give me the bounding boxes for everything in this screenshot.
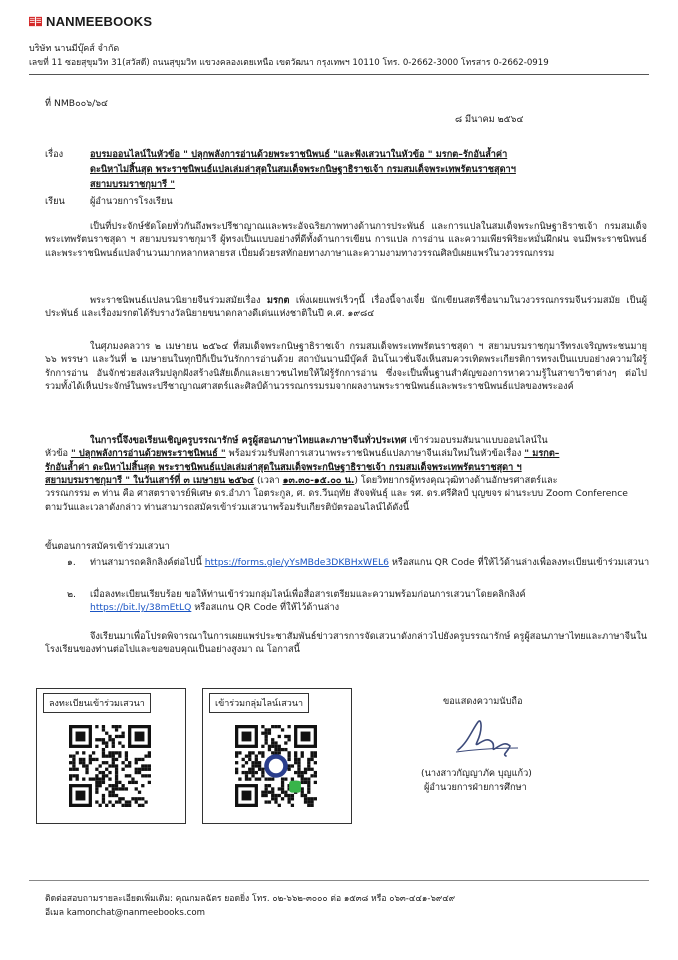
letter-date: ๘ มีนาคม ๒๕๖๔ — [455, 114, 524, 125]
qr-box-line — [202, 688, 352, 824]
step-2-text-end: หรือสแกน QR Code ที่ให้ไว้ด้านล่าง — [191, 602, 340, 614]
footer-contact: ติดต่อสอบถามรายละเอียดเพิ่มเติม: คุณกมลฉัตร ยอดยิ่ง โทร. ๐๒-๖๖๒-๓๐๐๐ ต่อ ๑๕๓๘ หรือ ๐๖๓-๔๔๑-๖๙๔๙ — [45, 894, 456, 904]
line-group-qr-code-icon[interactable] — [235, 725, 317, 807]
topic-title: " ปลุกพลังการอ่านด้วยพระราชนิพนธ์ " — [70, 448, 226, 460]
step-1-text: ท่านสามารถคลิกลิงค์ต่อไปนี้ — [90, 557, 205, 568]
registration-link[interactable]: https://forms.gle/yYsMBde3DKBHxWEL6 — [204, 557, 389, 568]
subject-line-3: สยามบรมราชกุมารี " — [90, 179, 176, 190]
reference-number: ที่ NMB๐๐๖/๖๔ — [45, 98, 109, 109]
step-1-number: ๑. — [67, 557, 76, 568]
steps-title: ขั้นตอนการสมัครเข้าร่วมเสวนา — [45, 541, 170, 552]
invitation-text-rest: เข้าร่วมอบรมสัมนาแบบออนไลน์ใน — [406, 435, 548, 446]
talk-title-line: รักอันล้ำค่า ดะนิหาไม่สิ้นสุด พระราชนิพนธ์แปลเล่มล่าสุดในสมเด็จพระกนิษฐาธิราชเจ้า กรมสมเด็จพระเทพรัตนราชสุดา ฯ — [45, 461, 522, 473]
speakers-line: วรรณกรรม ๓ ท่าน คือ ศาสตราจารย์พิเศษ ดร.อำภา โอตระกูล, ศ. ดร.วีนฤทัย สัจจพันธุ์ และ รศ. ดร.ศรีศิลป์ บุญขจร ผ่านระบบ Zoom Conference ตามวันและเวลาดังกล่าว ท่านสามารถสมัครเข้าร่วมเสวนาพร้อมรับเกียรติบัตรออนไลน์ได้ดังนี้ — [45, 488, 628, 513]
qr-registration-label: ลงทะเบียนเข้าร่วมเสวนา — [43, 693, 151, 713]
time-open: (เวลา — [254, 475, 283, 487]
regards: ขอแสดงความนับถือ — [443, 696, 523, 707]
step-2 — [90, 588, 650, 615]
subject-line-1 — [90, 148, 650, 161]
brand-mark-icon — [29, 15, 42, 28]
salutation-label: เรียน — [45, 196, 65, 207]
novel-title: มรกต — [266, 295, 290, 306]
signature-icon — [448, 712, 528, 762]
paragraph-2 — [45, 294, 647, 321]
closing-paragraph: จึงเรียนมาเพื่อโปรดพิจารณาในการเผยแพร่ประชาสัมพันธ์ข่าวสารการจัดเสวนาดังกล่าวไปยังครูบรรณารักษ์ ครูผู้สอนภาษาไทยและภาษาจีนในโรงเรียนของท่านต่อไปและขอขอบคุณเป็นอย่างสูงมา ณ โอกาสนี้ — [45, 631, 647, 656]
speakers-intro: ) โดยวิทยากรผู้ทรงคุณวุฒิทางด้านอักษรศาสตร์และ — [354, 475, 558, 487]
signer-name: (นางสาวกัญญาภัค บุญแก้ว) — [421, 768, 532, 779]
company-name: บริษัท นานมีบุ๊คส์ จำกัด — [29, 44, 120, 54]
footer-divider — [29, 880, 649, 881]
header-divider — [29, 74, 649, 75]
paragraph-2-rest: เพิ่งเผยแพร่เร็วๆนี้ เรื่องนี้จางเจี๋ย นักเขียนสตรีชื่อนามในวงวรรณกรรมจีนร่วมสมัย เป็นผู้ประพันธ์ และเรื่องมรกตได้รับรางวัลนิยายขนาดกลางดีเด่นแห่งชาติในปี ค.ศ. ๑๙๘๔ — [45, 295, 648, 320]
step-1-text-end: หรือสแกน QR Code ที่ให้ไว้ด้านล่างเพื่อลงทะเบียนเข้าร่วมเสวนา — [388, 557, 650, 568]
paragraph-3: ในศุภมงคลวาร ๒ เมษายน ๒๕๖๔ ที่สมเด็จพระกนิษฐาธิราชเจ้า กรมสมเด็จพระเทพรัตนราชสุดา ฯ สยามบรมราชกุมารีทรงเจริญพระชนมายุ ๖๖ พรรษา และวันที่ ๒ เมษายนในทุกปีก็เป็นวันรักการอ่านด้วย สถาบันนานมีบุ๊คส์ อินโนเวชั่นจึงเห็นสมควรเทิดพระเกียรติการทรงเป็นแบบอย่างความใฝ่รู้รักการอ่าน อันจักช่วยส่งเสริมปลูกฝังสร้างนิสัยเด็กและเยาวชนไทยให้ใฝ่รู้รักการอ่าน ซึ่งจะเป็นพื้นฐานสำคัญของการหาความรู้ในสาขาวิชาต่างๆ ต่อไป รวมทั้งได้เห็นประจักษ์ในพระปรีชาญาณศาสตร์และศิลป์ด้านวรรณกรรมรมจากผลงานพระราชนิพนธ์และพระราชนิพนธ์แปลของพระองค์ — [45, 341, 647, 393]
event-time: ๑๓.๓๐-๑๕.๐๐ น. — [282, 475, 355, 487]
brand-name: NANMEEBOOKS — [46, 14, 153, 29]
qr-box-registration — [36, 688, 186, 824]
event-date: สยามบรมราชกุมารี " ในวันเสาร์ที่ ๓ เมษายน ๒๕๖๔ — [45, 475, 255, 487]
company-address: เลขที่ 11 ซอยสุขุมวิท 31(สวัสดี) ถนนสุขุมวิท แขวงคลองเตยเหนือ เขตวัฒนา กรุงเทพฯ 10110 โทร. 0-2662-3000 โทรสาร 0-2662-0919 — [29, 58, 549, 68]
qr-line-label: เข้าร่วมกลุ่มไลน์เสวนา — [209, 693, 309, 713]
invitation-text: ในการนี้จึงขอเรียนเชิญครูบรรณารักษ์ ครูผู้สอนภาษาไทยและภาษาจีนทั่วประเทศ — [90, 435, 407, 446]
event-date-line — [45, 474, 647, 487]
step-2-text: เมื่อลงทะเบียนเรียบร้อย ขอให้ท่านเข้าร่วมกลุ่มไลน์เพื่อสื่อสารเตรียมและความพร้อมก่อนการเสวนาโดยคลิกลิงค์ — [90, 589, 526, 600]
paragraph-1: เป็นที่ประจักษ์ชัดโดยทั่วกันถึงพระปรีชาญาณและพระอัจฉริยภาพทางด้านการประพันธ์ และการแปลในสมเด็จพระกนิษฐาธิราชเจ้า กรมสมเด็จพระเทพรัตนราชสุดา ฯ สยามบรมราชกุมารี ผู้ทรงเป็นแบบอย่างที่ดีทั้งด้านการเขียน การแปล การอ่าน และความเพียรพิริยะหมั่นฝึกฝน จนมีพระราชนิพนธ์และพระราชนิพนธ์แปลจำนวนมากหลากหลายรส เปี่ยมด้วยรสทักอยทางภาษาและความงามทางวรรณศิลป์เผยแพร่ในวงวรรณกรรม — [45, 221, 647, 259]
subject-line-2: ดะนิหาไม่สิ้นสุด พระราชนิพนธ์แปลเล่มล่าสุดในสมเด็จพระกนิษฐาธิราชเจ้า กรมสมเด็จพระเทพรัตนราชสุดาฯ — [90, 164, 516, 175]
company-logo — [29, 14, 152, 29]
invitation-line-2 — [45, 447, 647, 460]
step-2-number: ๒. — [67, 589, 76, 600]
subject-label: เรื่อง — [45, 149, 64, 160]
step-1 — [90, 556, 650, 569]
topic-label: หัวข้อ — [45, 448, 71, 460]
signer-title: ผู้อำนวยการฝ่ายการศึกษา — [424, 782, 527, 793]
footer-email: อีเมล kamonchat@nanmeebooks.com — [45, 908, 205, 918]
registration-qr-code-icon[interactable] — [69, 725, 151, 807]
paragraph-2-lead: พระราชนิพนธ์แปลนวนิยายจีนร่วมสมัยเรื่อง — [90, 295, 267, 306]
topic-desc: พร้อมร่วมรับฟังการเสวนาพระราชนิพนธ์แปลภาษาจีนเล่มใหม่ในหัวข้อเรื่อง — [225, 448, 525, 460]
subject-text-1: อบรมออนไลน์ในหัวข้อ " ปลุกพลังการอ่านด้วยพระราชนิพนธ์ "และฟังเสวนาในหัวข้อ " มรกต–รักอันล้ำค่า — [90, 149, 508, 160]
invitation-line-1 — [45, 434, 647, 447]
paragraph-4 — [45, 434, 647, 514]
salutation-recipient: ผู้อำนวยการโรงเรียน — [90, 196, 173, 207]
talk-title-start: " มรกต– — [524, 448, 560, 460]
line-group-link[interactable]: https://bit.ly/38mEtLQ — [90, 602, 192, 614]
